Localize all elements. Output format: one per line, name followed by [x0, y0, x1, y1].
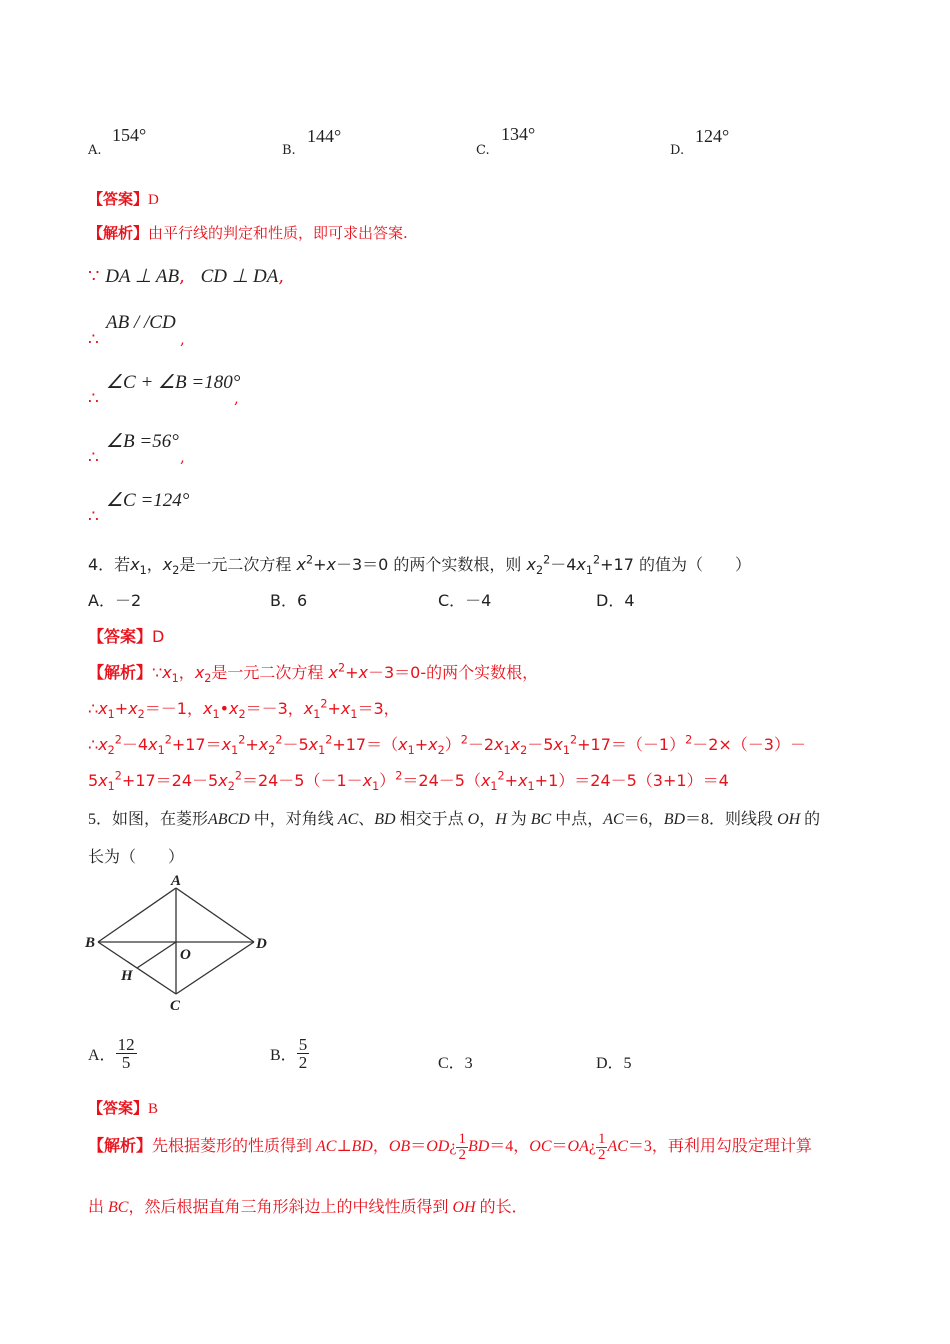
q5-answer: [88, 1097, 158, 1118]
fraction: [297, 1036, 310, 1071]
q4-option-b: B．6: [270, 591, 308, 610]
q5-analysis-line-1: 【解析】先根据菱形的性质得到 AC⊥BD，OB＝OD¿ $\frac{1}{2}$ BD＝4，OC＝OA¿ $\frac{1}{2}$ AC＝3，再利用勾股定理计算: [88, 1131, 812, 1163]
q4-analysis-line-2: $\therefore x_1+x_2=-1$，$x_1•x_2=-3$，$x_1^2+x_1=3$，: [88, 697, 400, 722]
therefore-symbol: ∴: [88, 389, 99, 409]
q3-option-b-letter: B.: [282, 143, 296, 158]
option-letter: A．: [88, 1047, 116, 1064]
analysis-tag: 【解析】: [88, 1138, 153, 1156]
rhombus-figure: [80, 868, 280, 1016]
q5-stem-line-2: 长为（ ）: [88, 849, 185, 866]
segment-oh: [137, 942, 176, 968]
q3-option-b-value: 144°: [307, 126, 342, 146]
denominator: 5: [121, 1053, 131, 1072]
option-letter: B．: [270, 1047, 297, 1064]
numerator: 12: [117, 1035, 135, 1054]
q4-number: 4．若: [88, 555, 131, 574]
step1-formula: DA ⊥ AB: [105, 266, 180, 287]
q5-option-b: [270, 1036, 309, 1071]
label-c: C: [170, 998, 181, 1014]
label-b: B: [85, 935, 96, 951]
q3-option-a-letter: A.: [88, 143, 102, 158]
comma: ,: [179, 266, 185, 287]
q5-option-c: C．3: [438, 1055, 473, 1072]
q3-option-a-value: 154°: [112, 125, 147, 145]
q3-step-1: [88, 265, 284, 288]
answer-tag: 【答案】: [88, 1099, 149, 1117]
answer-value: D: [148, 192, 159, 208]
label-h: H: [121, 968, 133, 984]
q4-analysis-line-4: $5x_1^2+17=24-5x_2^2=24-5(-1-x_1)^2=24-5(x_1^2+x_1+1)=24-5(3+1)=4$: [88, 769, 729, 794]
q3-answer: [88, 188, 159, 209]
analysis-tag: 【解析】: [88, 224, 149, 242]
q3-step-3-formula: ∠C + ∠B =180°: [106, 372, 241, 393]
label-a: A: [171, 873, 182, 889]
q4-option-a: A．－2: [88, 591, 142, 610]
edge-ab: [98, 888, 176, 942]
fraction: [116, 1036, 137, 1071]
q5-stem-line-1: 5．如图，在菱形ABCD 中，对角线 AC、BD 相交于点 O，H 为 BC 中点，AC＝6，BD＝8．则线段 OH 的: [88, 811, 821, 828]
q4-answer: [88, 624, 164, 647]
step1b-formula: CD ⊥ DA: [200, 266, 279, 287]
q3-step-2-formula: AB / /CD: [106, 312, 176, 333]
analysis-tag: 【解析】: [88, 663, 153, 682]
q5-number: 5．如图，在菱形: [88, 811, 209, 828]
therefore-symbol: ∴: [88, 448, 99, 468]
answer-value: D: [152, 627, 165, 646]
comma: ,: [180, 448, 185, 466]
because-symbol: ∵: [88, 266, 100, 287]
q3-analysis: [88, 222, 408, 243]
q5-analysis-line-2: 出 BC，然后根据直角三角形斜边上的中线性质得到 OH 的长．: [88, 1199, 528, 1216]
answer-value: B: [148, 1101, 159, 1117]
label-o: O: [180, 947, 191, 963]
q4-option-d: D．4: [596, 591, 635, 610]
q5-option-a: [88, 1036, 137, 1071]
therefore-symbol: ∴: [88, 330, 99, 350]
analysis-text: 由平行线的判定和性质，即可求出答案.: [148, 224, 408, 242]
comma: ,: [180, 330, 185, 348]
therefore-symbol: ∴: [88, 507, 99, 527]
q3-option-d-letter: D.: [670, 143, 685, 158]
label-d: D: [256, 936, 267, 952]
denominator: 2: [298, 1053, 308, 1072]
q3-option-d-value: 124°: [695, 126, 730, 146]
q3-option-c-letter: C.: [476, 143, 490, 158]
q3-step-4-formula: ∠B =56°: [106, 431, 179, 452]
q3-step-5-formula: ∠C =124°: [106, 490, 190, 511]
answer-tag: 【答案】: [88, 627, 153, 646]
comma: ,: [234, 389, 239, 407]
q5-option-d: D．5: [596, 1055, 632, 1072]
numerator: 5: [298, 1035, 308, 1054]
q3-option-c-value: 134°: [501, 124, 536, 144]
comma: ,: [278, 266, 285, 287]
q4-analysis-line-3: $\therefore x_2^2-4x_1^2+17=x_1^2+x_2^2-5x_1^2+17=(x_1+x_2)^2-2x_1x_2-5x_1^2+17=(-1)^2-2\times(-3)-$: [88, 733, 806, 758]
answer-tag: 【答案】: [88, 190, 149, 208]
edge-ad: [176, 888, 254, 942]
q4-stem: 4．若$x_1$，$x_2$是一元二次方程 $x^2+x-3=0$ 的两个实数根，则 $x_2^2-4x_1^2+17$ 的值为（ ）: [88, 553, 751, 578]
q4-analysis-line-1: 【解析】$\because x_1$，$x_2$是一元二次方程 $x^2+x-3=0-$的两个实数根，: [88, 661, 539, 686]
q4-option-c: C．－4: [438, 591, 492, 610]
